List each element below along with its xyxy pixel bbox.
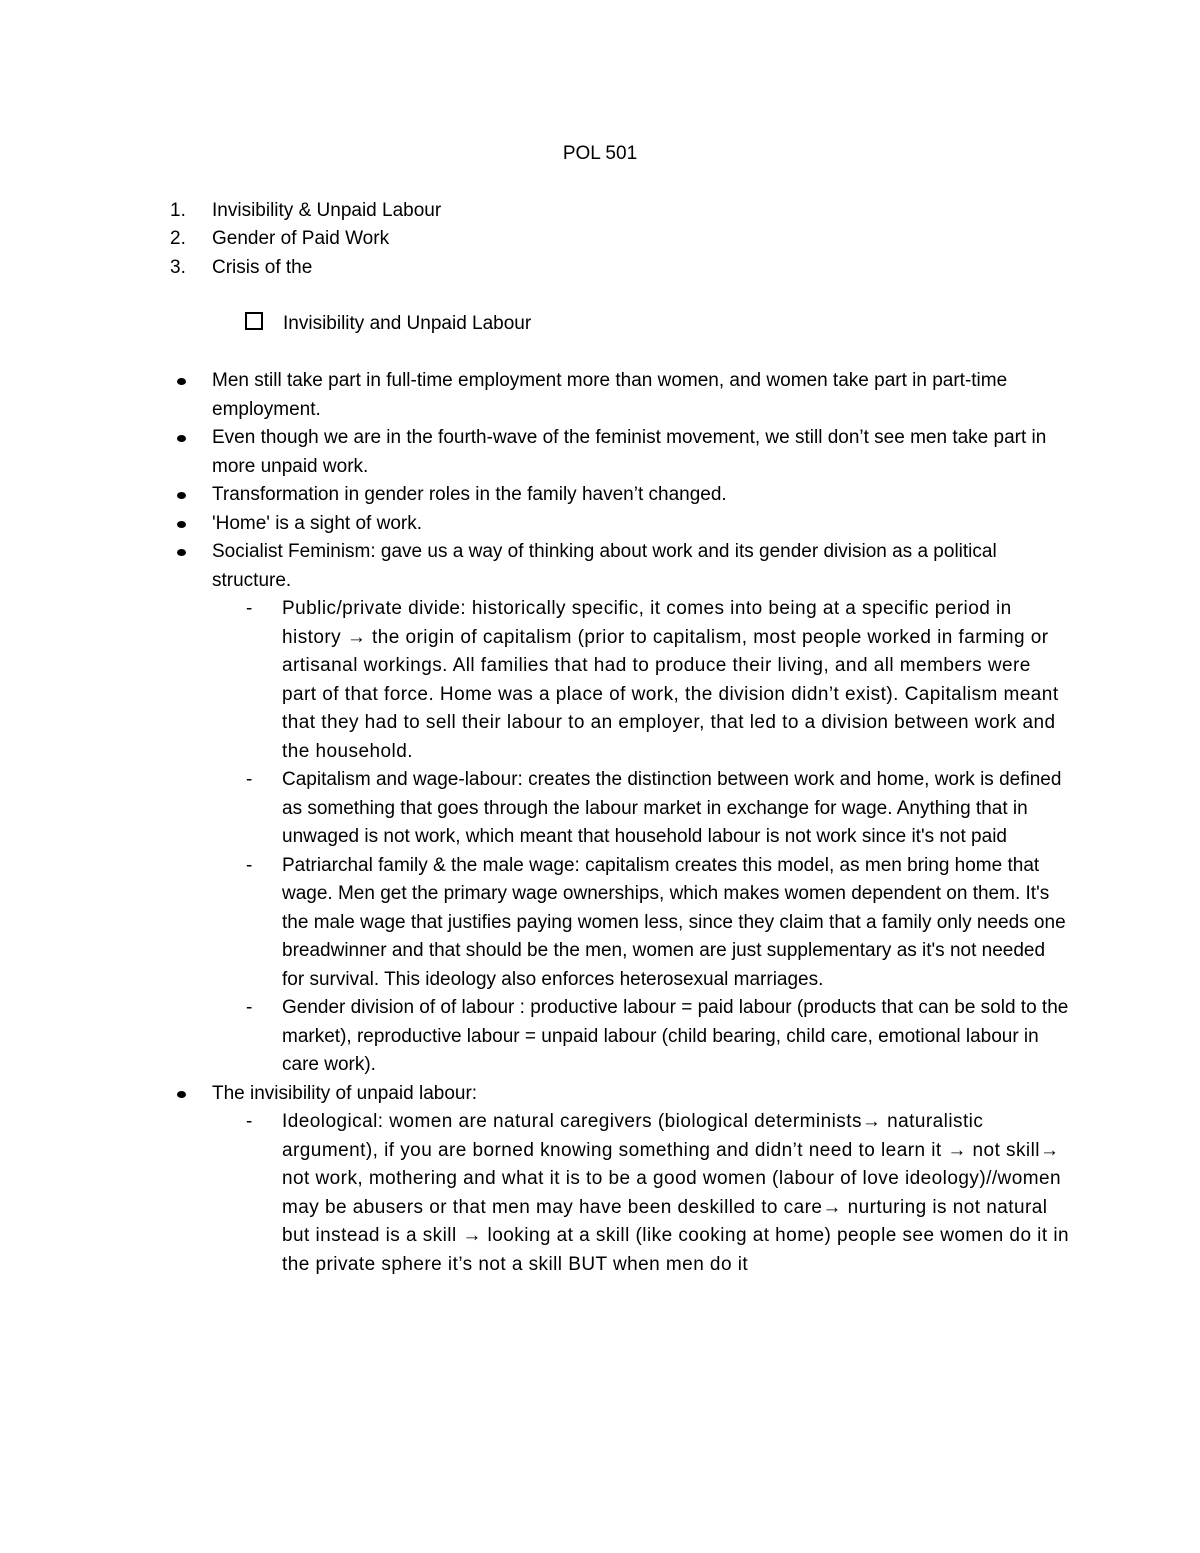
dash-icon: - [246, 997, 253, 1018]
sub-item [170, 1108, 1070, 1279]
outline-text: Crisis of the [212, 256, 313, 278]
sub-item-text: Capitalism and wage-labour: creates the distinction between work and home, work is defined as something that goes through the labour market in exchange for wage. Anything that in unwaged is not work, which meant that household labour is not work since it's not paid [282, 769, 1062, 847]
bullet-text: Transformation in gender roles in the family haven’t changed. [212, 484, 727, 505]
sub-item [170, 852, 1070, 995]
bullet-icon [177, 378, 186, 385]
bullet-text: Socialist Feminism: gave us a way of thinking about work and its gender division as a political structure. [212, 541, 997, 591]
bullet-item [170, 510, 1070, 539]
bullet-icon [177, 492, 186, 499]
bullet-icon [177, 521, 186, 528]
outline-item [170, 254, 1070, 282]
dash-icon: - [246, 598, 253, 619]
outline-item [170, 197, 1070, 225]
outline-text: Invisibility & Unpaid Labour [212, 200, 442, 221]
section-heading-text: Invisibility and Unpaid Labour [283, 313, 532, 334]
outline-number: 1. [170, 200, 186, 221]
sub-item-text: Gender division of of labour : productive labour = paid labour (products that can be sold to the market), reproductive labour = unpaid labour (child bearing, child care, emotional labour in care work). [282, 997, 1069, 1075]
sub-item [170, 766, 1070, 852]
notes-list [170, 367, 1070, 1279]
page-title: POL 501 [562, 143, 638, 164]
sub-item-text: Public/private divide: historically specific, it comes into being at a specific period in history → the origin of capitalism (prior to capitalism, most people worked in farming or artisanal workings. All families that had to produce their living, and all members were part of that force. Home was a place of work, the division didn’t exist). Capitalism meant that they had to sell their labour to an employer, that led to a division between work and the household. [282, 598, 1059, 762]
bullet-item [170, 367, 1070, 424]
bullet-item [170, 481, 1070, 510]
checkbox-icon [245, 312, 263, 330]
dash-icon: - [246, 854, 253, 876]
outline-item [170, 225, 1070, 253]
dash-icon: - [246, 769, 253, 790]
bullet-icon [177, 435, 186, 442]
outline-number: 2. [170, 228, 186, 250]
bullet-item [170, 538, 1070, 595]
sub-item-text: Patriarchal family & the male wage: capitalism creates this model, as men bring home that wage. Men get the primary wage ownerships, which makes women dependent on them. It's the male wage that justifies paying women less, since they claim that a family only needs one breadwinner and that should be the men, women are just supplementary as it's not needed for survival. This ideology also enforces heterosexual marriages. [282, 854, 1066, 990]
bullet-item [170, 424, 1070, 481]
bullet-text: The invisibility of unpaid labour: [212, 1082, 478, 1104]
outline-text: Gender of Paid Work [212, 228, 390, 250]
outline-number: 3. [170, 256, 186, 278]
bullet-item [170, 1080, 1070, 1109]
bullet-icon [177, 1091, 186, 1098]
bullet-icon [177, 549, 186, 556]
dash-icon: - [246, 1111, 253, 1132]
section-heading [245, 310, 531, 338]
bullet-text: 'Home' is a sight of work. [212, 512, 422, 534]
sub-item [170, 595, 1070, 766]
sub-item [170, 994, 1070, 1080]
bullet-text: Even though we are in the fourth-wave of the feminist movement, we still don’t see men take part in more unpaid work. [212, 427, 1047, 477]
sub-item-text: Ideological: women are natural caregivers (biological determinists→ naturalistic argument), if you are borned knowing something and didn’t need to learn it → not skill→ not work, mothering and what it is to be a good women (labour of love ideology)//women may be abusers or that men may have been deskilled to care→ nurturing is not natural but instead is a skill → looking at a skill (like cooking at home) people see women do it in the private sphere it’s not a skill BUT when men do it [282, 1111, 1070, 1275]
bullet-text: Men still take part in full-time employment more than women, and women take part in part-time employment. [212, 370, 1008, 420]
numbered-outline [170, 197, 1070, 282]
